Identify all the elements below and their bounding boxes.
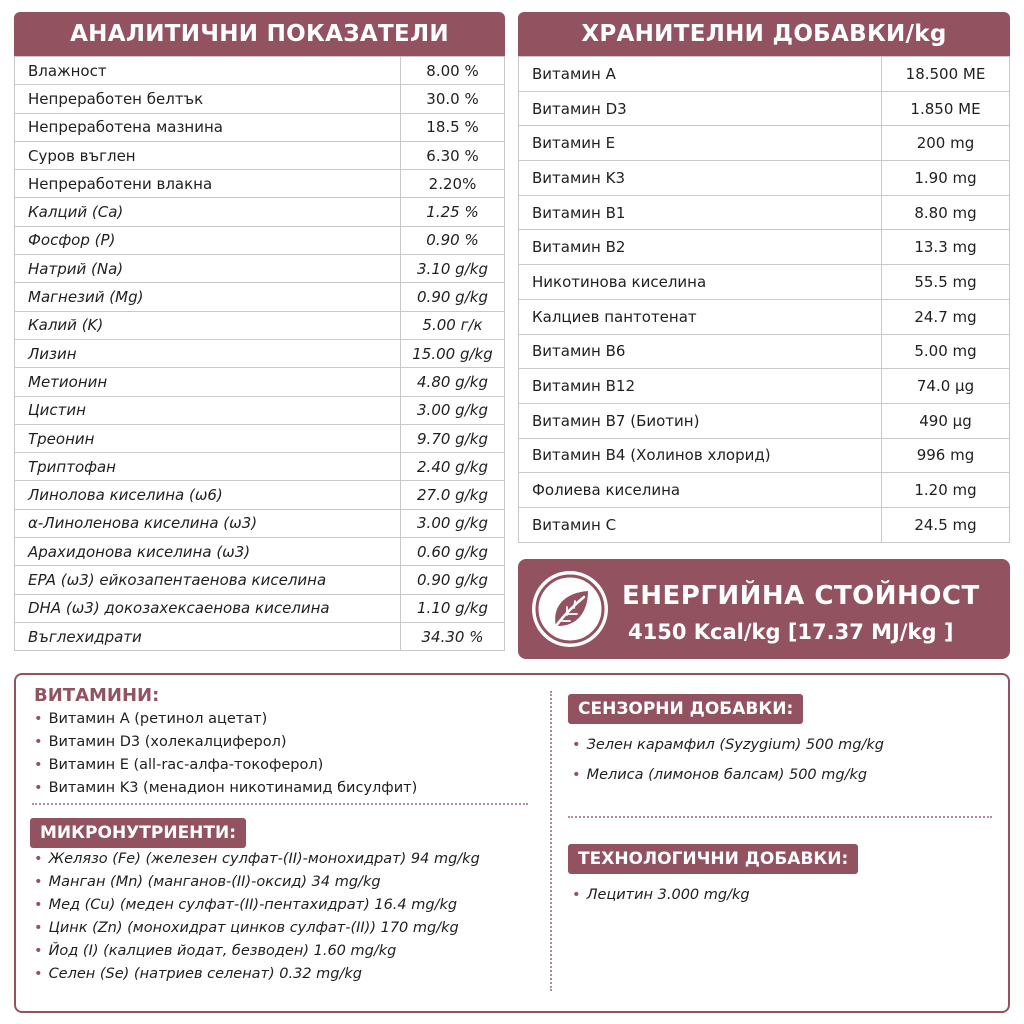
table-row: [519, 230, 1010, 265]
row-value: 18.5 %: [401, 113, 505, 141]
row-label: α-Линоленова киселина (ω3): [15, 509, 401, 537]
table-row: [15, 453, 505, 481]
technological-list: [572, 884, 750, 907]
list-item-text: Мед (Cu) (меден сулфат-(II)-пентахидрат) 16.4 mg/kg: [48, 897, 458, 913]
row-value: 30.0 %: [401, 85, 505, 113]
table-row: [519, 473, 1010, 508]
table-row: [15, 198, 505, 226]
row-label: Витамин B6: [519, 334, 882, 369]
micronutrients-list: [34, 848, 480, 986]
list-item-text: Витамин K3 (менадион никотинамид бисулфит): [48, 780, 418, 796]
list-item: [572, 760, 884, 790]
row-value: 5.00 mg: [882, 334, 1010, 369]
row-label: Витамин B1: [519, 195, 882, 230]
row-label: Витамин C: [519, 507, 882, 542]
list-item: [572, 730, 884, 760]
table-row: [15, 566, 505, 594]
table-row: [15, 594, 505, 622]
row-value: 1.90 mg: [882, 161, 1010, 196]
row-value: 0.90 %: [401, 226, 505, 254]
energy-box: [518, 559, 1010, 659]
table-row: [519, 265, 1010, 300]
row-value: 0.90 g/kg: [401, 566, 505, 594]
row-value: 18.500 МЕ: [882, 57, 1010, 92]
row-label: Витамин E: [519, 126, 882, 161]
row-label: Витамин K3: [519, 161, 882, 196]
additives-panel: [518, 12, 1010, 543]
analytics-title: АНАЛИТИЧНИ ПОКАЗАТЕЛИ: [14, 12, 505, 56]
row-value: 1.25 %: [401, 198, 505, 226]
list-item-text: Витамин A (ретинол ацетат): [48, 711, 268, 727]
divider-right: [568, 816, 992, 818]
leaf-icon: [532, 571, 608, 647]
analytics-table: [14, 56, 505, 651]
row-value: 24.7 mg: [882, 299, 1010, 334]
table-row: [519, 438, 1010, 473]
vertical-divider: [550, 691, 552, 991]
energy-title: ЕНЕРГИЙНА СТОЙНОСТ: [622, 581, 980, 611]
table-row: [15, 396, 505, 424]
row-label: Влажност: [15, 57, 401, 85]
row-value: 1.10 g/kg: [401, 594, 505, 622]
table-row: [15, 141, 505, 169]
table-row: [15, 538, 505, 566]
row-label: Непреработена мазнина: [15, 113, 401, 141]
table-row: [519, 91, 1010, 126]
row-value: 0.90 g/kg: [401, 283, 505, 311]
table-row: [15, 113, 505, 141]
list-item: [34, 708, 417, 731]
row-label: Магнезий (Mg): [15, 283, 401, 311]
row-label: Витамин D3: [519, 91, 882, 126]
table-row: [15, 368, 505, 396]
list-item-text: Витамин D3 (холекалциферол): [48, 734, 287, 750]
row-value: 15.00 g/kg: [401, 339, 505, 367]
list-item: [34, 940, 480, 963]
list-item-text: Манган (Mn) (манганов-(II)-оксид) 34 mg/kg: [48, 874, 381, 890]
list-item: [34, 777, 417, 800]
micronutrients-title: МИКРОНУТРИЕНТИ:: [30, 818, 246, 848]
row-value: 3.00 g/kg: [401, 396, 505, 424]
row-value: 996 mg: [882, 438, 1010, 473]
list-item-text: Цинк (Zn) (монохидрат цинков сулфат-(II)) 170 mg/kg: [48, 920, 459, 936]
row-label: Линолова киселина (ω6): [15, 481, 401, 509]
table-row: [15, 85, 505, 113]
row-value: 34.30 %: [401, 622, 505, 650]
row-value: 200 mg: [882, 126, 1010, 161]
list-item: [34, 894, 480, 917]
list-item: [34, 731, 417, 754]
list-item-text: Лецитин 3.000 mg/kg: [586, 887, 750, 903]
row-label: Въглехидрати: [15, 622, 401, 650]
row-value: 8.00 %: [401, 57, 505, 85]
table-row: [519, 299, 1010, 334]
row-label: Калий (K): [15, 311, 401, 339]
list-item-text: Селен (Se) (натриев селенат) 0.32 mg/kg: [48, 966, 362, 982]
list-item-text: Йод (I) (калциев йодат, безводен) 1.60 mg/kg: [48, 943, 397, 959]
table-row: [15, 509, 505, 537]
row-label: Натрий (Na): [15, 255, 401, 283]
table-row: [15, 311, 505, 339]
list-item: [34, 848, 480, 871]
row-value: 0.60 g/kg: [401, 538, 505, 566]
row-label: Суров въглен: [15, 141, 401, 169]
vitamins-list: [34, 708, 417, 800]
list-item-text: Мелиса (лимонов балсам) 500 mg/kg: [586, 767, 868, 783]
row-value: 3.10 g/kg: [401, 255, 505, 283]
sensory-list: [572, 730, 884, 790]
table-row: [15, 283, 505, 311]
table-row: [519, 369, 1010, 404]
row-value: 5.00 г/к: [401, 311, 505, 339]
row-label: Витамин B12: [519, 369, 882, 404]
row-label: Фолиева киселина: [519, 473, 882, 508]
row-value: 9.70 g/kg: [401, 424, 505, 452]
table-row: [15, 170, 505, 198]
table-row: [15, 622, 505, 650]
row-label: Витамин B7 (Биотин): [519, 403, 882, 438]
row-label: Витамин A: [519, 57, 882, 92]
list-item: [572, 884, 750, 907]
table-row: [15, 424, 505, 452]
additives-title: ХРАНИТЕЛНИ ДОБАВКИ/kg: [518, 12, 1010, 56]
row-value: 1.20 mg: [882, 473, 1010, 508]
row-value: 490 µg: [882, 403, 1010, 438]
sensory-title: СЕНЗОРНИ ДОБАВКИ:: [568, 694, 803, 724]
list-item: [34, 871, 480, 894]
row-label: Витамин B4 (Холинов хлорид): [519, 438, 882, 473]
row-label: Калций (Ca): [15, 198, 401, 226]
table-row: [519, 507, 1010, 542]
row-value: 6.30 %: [401, 141, 505, 169]
row-value: 3.00 g/kg: [401, 509, 505, 537]
row-value: 55.5 mg: [882, 265, 1010, 300]
row-label: Непреработени влакна: [15, 170, 401, 198]
row-label: Никотинова киселина: [519, 265, 882, 300]
row-label: Лизин: [15, 339, 401, 367]
row-label: Арахидонова киселина (ω3): [15, 538, 401, 566]
list-item-text: Витамин E (all-rac-алфа-токоферол): [48, 757, 324, 773]
analytics-panel: [14, 12, 505, 651]
row-label: Витамин B2: [519, 230, 882, 265]
table-row: [519, 334, 1010, 369]
row-label: EPA (ω3) ейкозапентаенова киселина: [15, 566, 401, 594]
list-item-text: Зелен карамфил (Syzygium) 500 mg/kg: [586, 737, 884, 753]
table-row: [519, 126, 1010, 161]
row-value: 2.40 g/kg: [401, 453, 505, 481]
row-label: Фосфор (P): [15, 226, 401, 254]
row-value: 74.0 µg: [882, 369, 1010, 404]
row-label: DHA (ω3) докозахексаенова киселина: [15, 594, 401, 622]
table-row: [519, 161, 1010, 196]
vitamins-title: ВИТАМИНИ:: [34, 685, 160, 706]
list-item: [34, 963, 480, 986]
row-label: Непреработен белтък: [15, 85, 401, 113]
table-row: [15, 226, 505, 254]
divider-left: [32, 803, 528, 805]
table-row: [519, 403, 1010, 438]
row-label: Калциев пантотенат: [519, 299, 882, 334]
composition-box: [14, 673, 1010, 1013]
row-value: 27.0 g/kg: [401, 481, 505, 509]
table-row: [519, 195, 1010, 230]
table-row: [15, 255, 505, 283]
row-value: 1.850 МЕ: [882, 91, 1010, 126]
row-value: 24.5 mg: [882, 507, 1010, 542]
energy-value: 4150 Kcal/kg [17.37 MJ/kg ]: [628, 620, 954, 644]
row-label: Цистин: [15, 396, 401, 424]
row-value: 2.20%: [401, 170, 505, 198]
list-item: [34, 917, 480, 940]
additives-table: [518, 56, 1010, 543]
row-label: Триптофан: [15, 453, 401, 481]
table-row: [15, 339, 505, 367]
row-value: 8.80 mg: [882, 195, 1010, 230]
row-label: Треонин: [15, 424, 401, 452]
technological-title: ТЕХНОЛОГИЧНИ ДОБАВКИ:: [568, 844, 858, 874]
row-value: 13.3 mg: [882, 230, 1010, 265]
table-row: [15, 57, 505, 85]
table-row: [15, 481, 505, 509]
list-item: [34, 754, 417, 777]
table-row: [519, 57, 1010, 92]
list-item-text: Желязо (Fe) (железен сулфат-(II)-монохидрат) 94 mg/kg: [48, 851, 480, 867]
row-value: 4.80 g/kg: [401, 368, 505, 396]
row-label: Метионин: [15, 368, 401, 396]
